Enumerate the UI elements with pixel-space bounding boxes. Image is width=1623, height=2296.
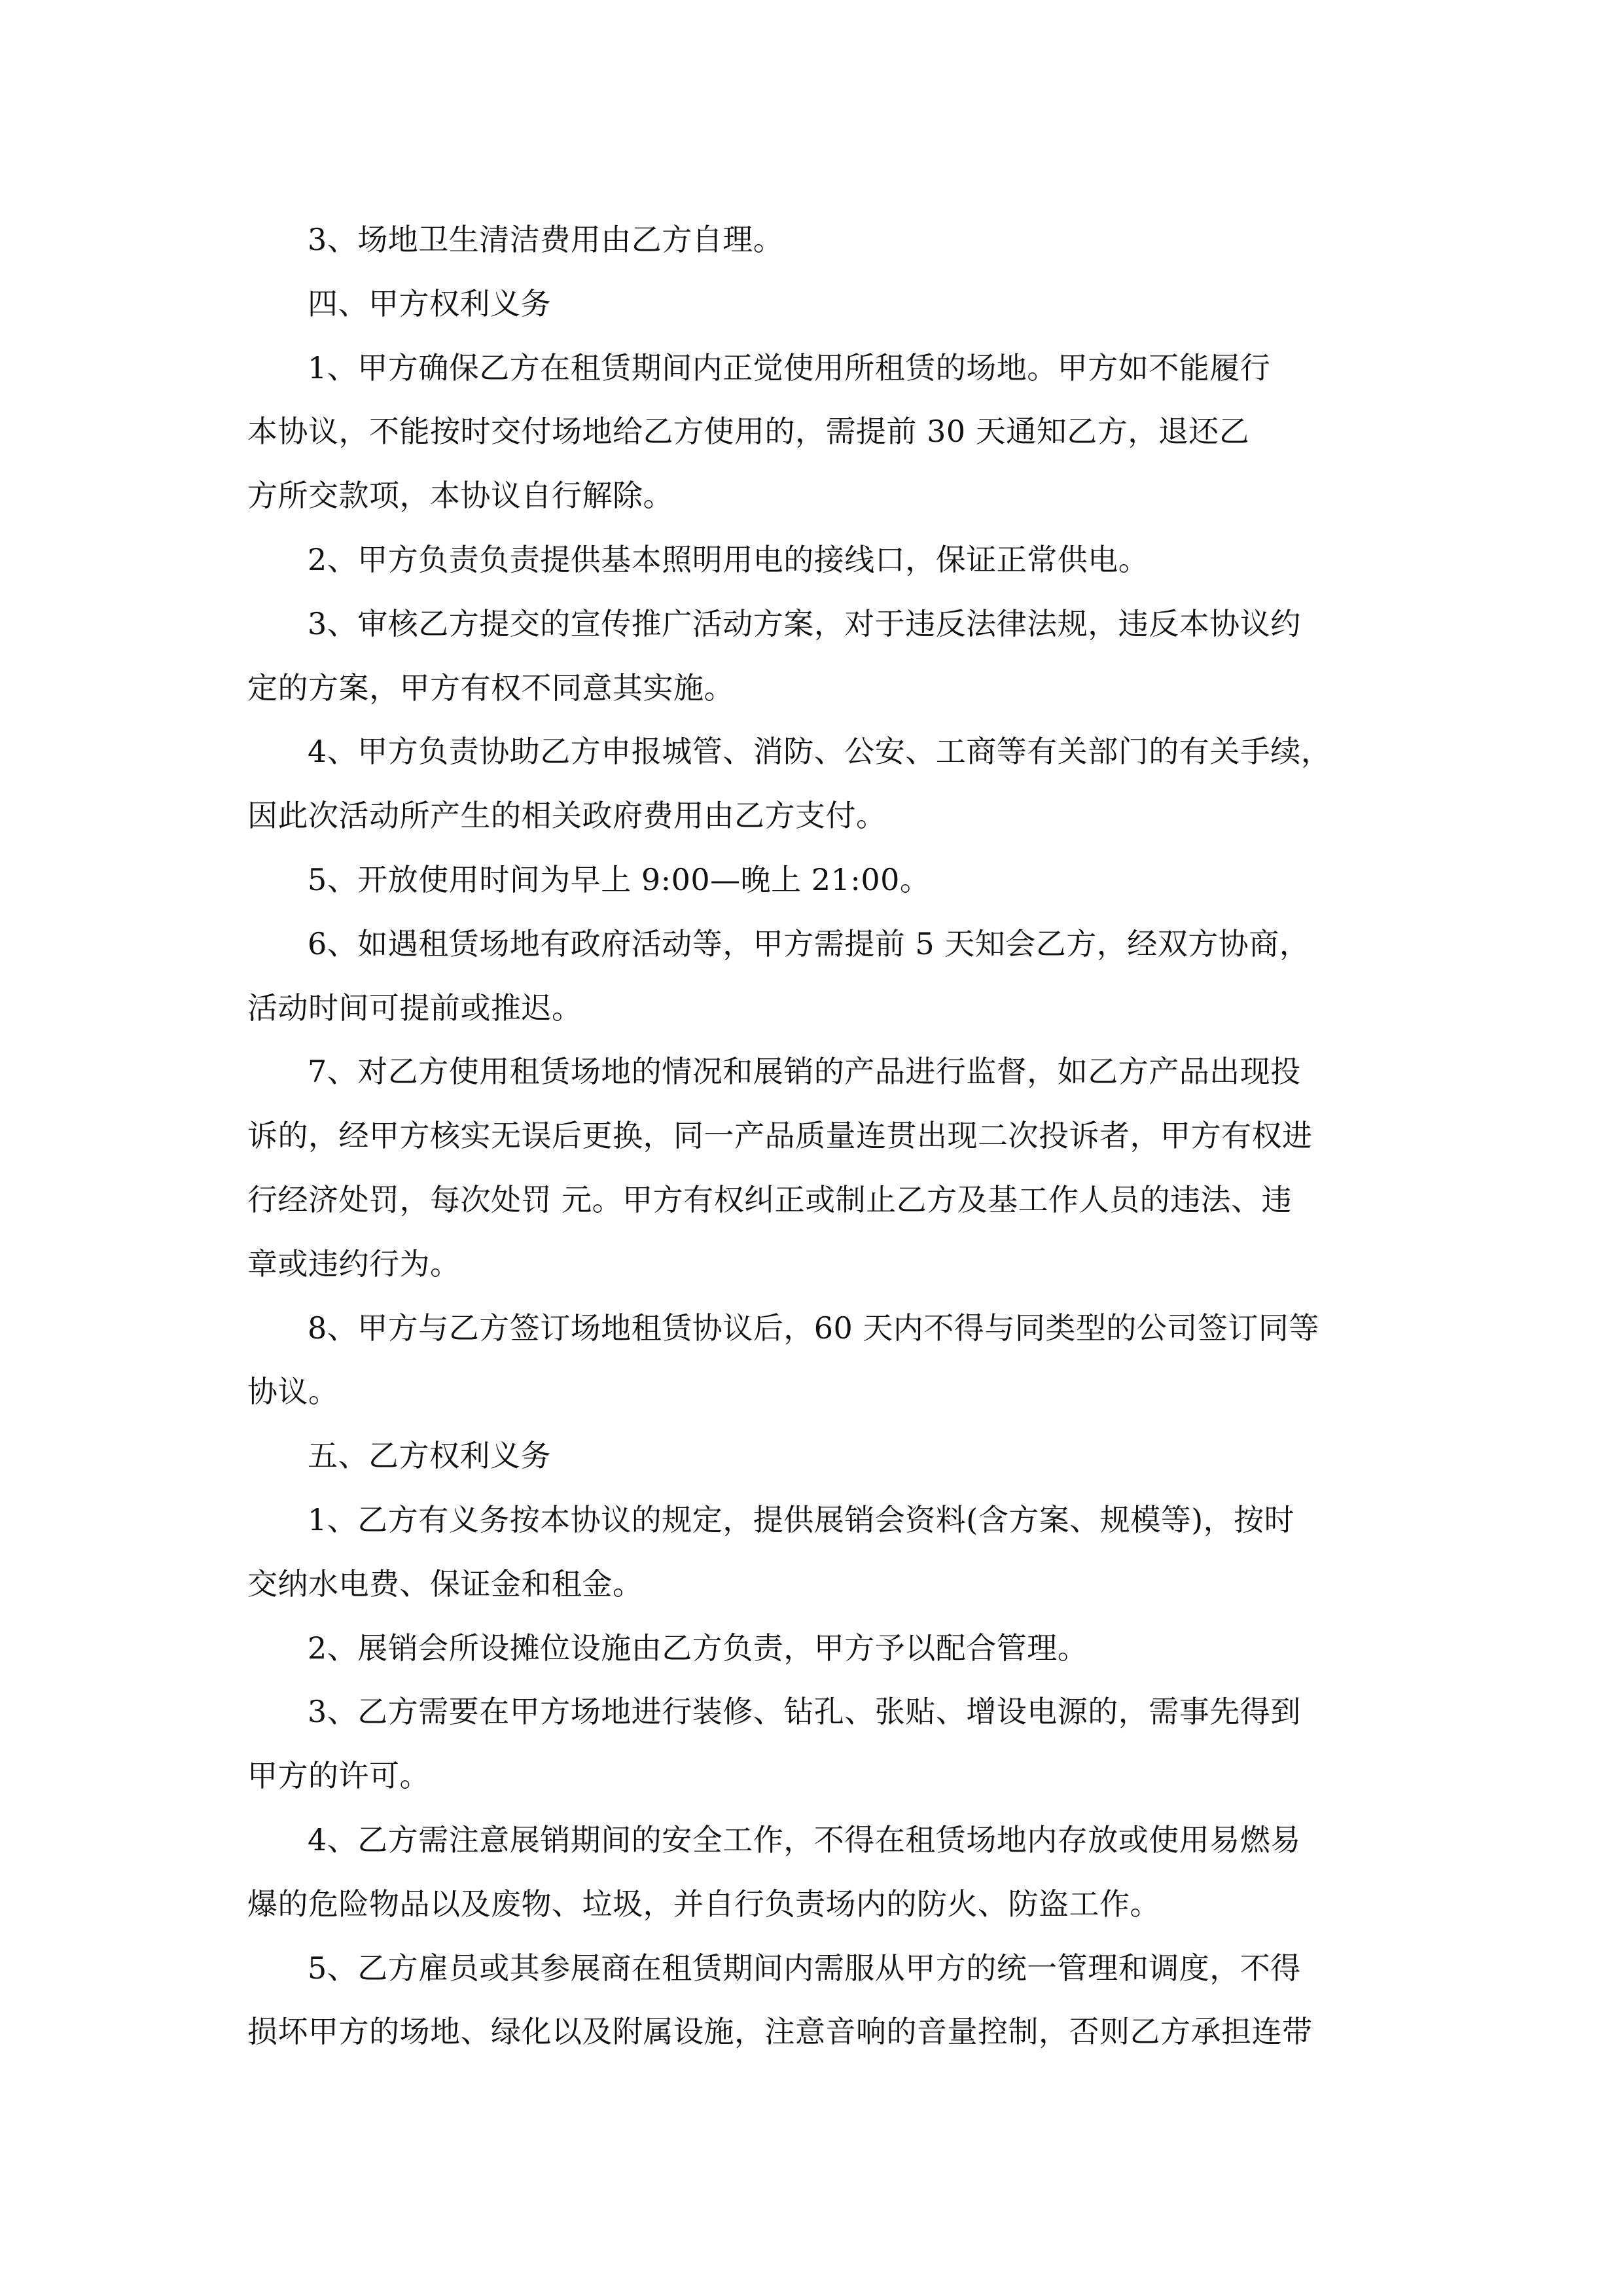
clause-paragraph: [247, 848, 1390, 912]
text-line: 3、审核乙方提交的宣传推广活动方案，对于违反法律法规，违反本协议约: [308, 605, 1301, 641]
clause-paragraph: [247, 912, 1390, 1041]
text-line: 3、场地卫生清洁费用由乙方自理。: [308, 222, 784, 257]
clause-paragraph: [247, 1680, 1390, 1808]
text-line: 损坏甲方的场地、绿化以及附属设施，注意音响的音量控制，否则乙方承担连带: [247, 2014, 1313, 2050]
text-line: 7、对乙方使用租赁场地的情况和展销的产品进行监督，如乙方产品出现投: [308, 1054, 1301, 1090]
clause-paragraph: [247, 592, 1390, 721]
clause-paragraph: [247, 1617, 1390, 1681]
clause-paragraph: [247, 1808, 1390, 1937]
text-line: 本协议，不能按时交付场地给乙方使用的，需提前 30 天通知乙方，退还乙: [247, 414, 1250, 450]
text-line: 1、甲方确保乙方在租赁期间内正觉使用所租赁的场地。甲方如不能履行: [308, 350, 1271, 386]
text-line: 诉的，经甲方核实无误后更换，同一产品质量连贯出现二次投诉者，甲方有权进: [247, 1118, 1313, 1154]
section-heading: [247, 272, 1390, 336]
text-line: 五、乙方权利义务: [308, 1438, 551, 1474]
text-line: 甲方的许可。: [247, 1758, 430, 1794]
text-line: 爆的危险物品以及废物、垃圾，并自行负责场内的防火、防盗工作。: [247, 1886, 1160, 1922]
document-body: [247, 208, 1390, 2064]
text-line: 章或违约行为。: [247, 1246, 461, 1282]
text-line: 定的方案，甲方有权不同意其实施。: [247, 670, 734, 706]
text-line: 5、乙方雇员或其参展商在租赁期间内需服从甲方的统一管理和调度，不得: [308, 1950, 1301, 1986]
text-line: 交纳水电费、保证金和租金。: [247, 1566, 643, 1602]
clause-paragraph: [247, 1488, 1390, 1617]
clause-paragraph: [247, 1937, 1390, 2065]
text-line: 2、展销会所设摊位设施由乙方负责，甲方予以配合管理。: [308, 1630, 1088, 1666]
text-line: 1、乙方有义务按本协议的规定，提供展销会资料(含方案、规模等)，按时: [308, 1501, 1295, 1537]
clause-paragraph: [247, 720, 1390, 848]
text-line: 四、甲方权利义务: [308, 285, 551, 321]
text-line: 行经济处罚，每次处罚 元。甲方有权纠正或制止乙方及基工作人员的违法、违: [247, 1181, 1293, 1217]
text-line: 方所交款项，本协议自行解除。: [247, 478, 673, 514]
text-line: 2、甲方负责负责提供基本照明用电的接线口，保证正常供电。: [308, 541, 1149, 577]
text-line: 8、甲方与乙方签订场地租赁协议后，60 天内不得与同类型的公司签订同等: [308, 1310, 1319, 1346]
text-line: 活动时间可提前或推迟。: [247, 990, 582, 1026]
clause-paragraph: [247, 208, 1390, 272]
text-line: 5、开放使用时间为早上 9:00—晚上 21:00。: [308, 861, 931, 897]
clause-paragraph: [247, 336, 1390, 528]
clause-paragraph: [247, 1040, 1390, 1296]
text-line: 6、如遇租赁场地有政府活动等，甲方需提前 5 天知会乙方，经双方协商，: [308, 925, 1310, 961]
text-line: 4、乙方需注意展销期间的安全工作，不得在租赁场地内存放或使用易燃易: [308, 1821, 1301, 1857]
text-line: 3、乙方需要在甲方场地进行装修、钻孔、张贴、增设电源的，需事先得到: [308, 1694, 1301, 1730]
text-line: 4、甲方负责协助乙方申报城管、消防、公安、工商等有关部门的有关手续，: [308, 734, 1332, 770]
text-line: 协议。: [247, 1374, 339, 1410]
text-line: 因此次活动所产生的相关政府费用由乙方支付。: [247, 798, 887, 834]
clause-paragraph: [247, 528, 1390, 592]
section-heading: [247, 1424, 1390, 1488]
clause-paragraph: [247, 1297, 1390, 1425]
